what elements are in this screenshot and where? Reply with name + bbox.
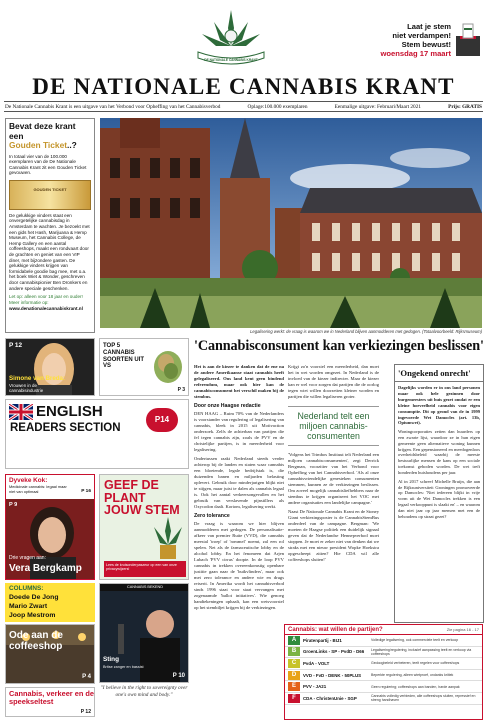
party-table-title: Cannabis: wat willen de partijen?: [288, 626, 383, 633]
columns-author-3: Joop Mestrom: [9, 612, 56, 619]
publisher-line: De Nationale Cannabis Krant is een uitgave van het Verbond voor Opheffing van het Cannabisverbod: [5, 104, 221, 110]
party-grade-badge: F: [288, 694, 300, 703]
ode-title: Ode aan de coffeeshop: [9, 630, 63, 652]
cannabis-bud-icon: [148, 345, 188, 385]
promo-top5[interactable]: [99, 338, 189, 396]
party-table-header: [285, 625, 482, 635]
party-position: Geen regulering; coffeeshops aan banden, harde aanpak: [371, 684, 460, 689]
article-para: Krijgt zo'n voorstel een meerderheid, dan moet het in wet worden omgezet. In Nederland is de invloed van de kiezer indirecter. Maar de kiezer kan er wel voor zorgen dat partijen die de oorlog tegen wiet willen doorzetten kleiner worden en partijen die willen legaliseren groter.: [288, 364, 379, 399]
article-para: 'Volgens het Trimbos Instituut telt Nederland een miljoen cannabisconsumenten', zegt Derrick Bergman, voorzitter van het Verbond voor Opheffing van het Cannabisverbod. 'Als al onze cannabisvriendelijke genesteken consumenten stemmen, kunnen ze de verkiezingen beslissen. Om zoveel mogelijk cannabisliefhebbers naar de stembus te krijgen organiseert het VOC met andere organisaties een landelijke campagne.': [288, 452, 379, 505]
heading-gold: Gouden Ticket: [9, 140, 68, 150]
newspaper-title: DE NATIONALE CANNABIS KRANT: [32, 74, 455, 99]
party-row: [285, 658, 482, 670]
issue-date: Eenmalige uitgave: Februari/Maart 2021: [334, 104, 421, 110]
side-box-para: Woningcorporaties zetten dan huurders op een zwarte lijst, waardoor ze in hun eigen gemeente geen alternatieve woning kunnen krijgen. Een gepensioneerd en meedogenloos overheidsbeleid waarbij de meeste bestuurlijke mensen de kans op een sociale toekomst geboden worden. De wet treft honderden huishoudens per jaar.: [398, 428, 480, 476]
verkeer-page: P 12: [80, 709, 91, 715]
dyveke-sub: Medicinale cannabis: legaal maar niet van optimaal: [9, 484, 67, 494]
promo-line-1: Laat je stem: [407, 22, 451, 31]
ticket-label: GOUDEN TICKET: [33, 186, 67, 192]
promo-geef-stem[interactable]: [99, 474, 189, 580]
party-row: [285, 670, 482, 682]
party-table-pages: Zie pagina 16 - 17: [446, 627, 479, 632]
promo-sting[interactable]: [99, 583, 189, 683]
side-box-para: Al in 2017 schreef Michelle Bruijn, die aan de Rijksuniversiteit Groningen promoveerde op Damocles: 'Niet iedereen blijkt in vrije vorm uit de Wet Damocles trekken is een legaal verkooppunt is slaakt en' – en waarom dan niet jaar op jaar mensen met een de behoudens op straat gezet?: [398, 478, 480, 520]
party-grade-badge: C: [288, 659, 300, 668]
sting-sub: Britse zanger en bassist: [103, 665, 144, 669]
masthead-logo: [188, 6, 274, 72]
golden-ticket-intro: In totaal vier van de 100.000 exemplaren van de De Nationale Cannabis Krant zit een Gouden Ticket gevouwen.: [9, 153, 87, 176]
golden-ticket-note: Let op: alleen voor 18 jaar en ouder! Meer informatie op:: [9, 294, 83, 305]
article-byline: Door onze Haagse redactie: [194, 403, 261, 409]
dyveke-title: Dyveke Kok:: [9, 477, 48, 484]
circulation: Oplage:100.000 exemplaren: [247, 104, 308, 110]
sting-label: CANNABIS BEKEND: [100, 584, 189, 591]
party-grade-badge: D: [288, 671, 300, 680]
side-box-lead: Dagelijks worden er in ons land personen maar ook hele gezinnen door burgemeesters uit huis gezet omdat er een kleine hoeveelheid cannabis voor eigen consumptie. Dit op grond van de in 1999 ingevoerde Wet Damocles (art. 13b, Opiumwet).: [398, 385, 480, 426]
party-position: Legalisering/regulering, inclusief aanpassing teelt en verkoop via coffeeshops: [371, 647, 472, 656]
heading-part-b: ..?: [67, 140, 77, 150]
party-row: [285, 647, 482, 659]
party-positions-table: [284, 624, 483, 720]
columns-title: COLUMNS:: [9, 585, 44, 592]
party-row: [285, 635, 482, 647]
party-names: Piratenpartij - BIJ1: [303, 637, 342, 643]
article-para: DEN HAAG – Ruim 70% van de Nederlanders is voorstander van regulering of legalisering van cannabis, bleek in 2015 uit Motivaction onderzoek. Zelfs de achterban van partijen die fel tegen cannabis zijn, zoals de PVV en de christelijke partijen, is in meerderheid voor legalisering.: [194, 411, 284, 452]
uk-flag-icon: [9, 404, 33, 420]
party-names: PVV - JA21: [303, 684, 327, 690]
ballot-box-icon: [454, 22, 482, 58]
golden-ticket-image: [9, 180, 91, 210]
golden-ticket-url[interactable]: www.denationalecannabiskrant.nl: [9, 306, 83, 312]
side-box-heading: 'Ongekend onrecht': [395, 365, 483, 382]
promo-dyveke[interactable]: [5, 474, 95, 580]
simone-name: Simone van Breda:: [9, 375, 66, 382]
article-para: Ondertussen raakt Nederland steeds verder achterop bij de landen en staten waar cannabis een bloeiende, legale bedrijfstak is, die duizenden banen en miljarden belasting oplevert. Gebruik door minderjarigen blijkt niet te stijgen, maar juist te dalen als cannabis legaal is. Ook het aantal verkeersongevallen en het gebruik van verslavende pijnstillers als Oxycodon daalt. Kortom, legalisering werkt.: [194, 455, 284, 509]
dyveke-page: P 16: [81, 489, 91, 494]
party-row: [285, 693, 482, 705]
party-names: GroenLinks - SP - PvdD - D66: [303, 649, 365, 655]
english-line-2: READERS SECTION: [10, 422, 121, 434]
vera-name: Vera Bergkamp: [9, 563, 82, 574]
article-column-2: [288, 364, 379, 622]
article-headline: 'Cannabisconsument kan verkiezingen beslissen': [194, 338, 484, 354]
promo-line-3: Stem bewust!: [401, 40, 451, 49]
article-lead: Het is aan de kiezer te danken dat de ene na de andere Amerikaanse staat cannabis heeft gelegaliseerd. Ons land kent geen bindend referendum, maar ook hier kan de cannabisconsument het verschil maken bij de stembus.: [194, 364, 284, 399]
promo-line-2: niet verdampen!: [392, 31, 451, 40]
columns-author-1: Doede De Jong: [9, 594, 59, 601]
promo-columns[interactable]: [5, 583, 95, 622]
party-names: CDA - ChristenUnie - SGP: [303, 695, 357, 701]
party-rows: [285, 635, 482, 705]
promo-cannabis-verkeer[interactable]: [5, 687, 95, 717]
top5-page: P 3: [177, 387, 185, 393]
article-para: De vraag is waarom we hier blijven aanmodderen met gedogen. De personalisatie-afkeer van premier Rutte (VVD), die cannabis meestal 'troep' of 'rommel' noemt, zal een rol spelen. Net als de farmaceutische lobby en de alcohol lobby. En het fenomeen dat Arjen Lubach 'PVV cirrus' doopte. In de loop PVV cannabis in trekken overeenkomstig openbare justitie gaan naar de 'buikvlinders', maar ook met zero tolerance en andere wie en drugs reiserit. In Amerika wordt het cannabisverbod sinds 1996 staat voor staat vervangen met zogenaamde 'ballot initiatives'. Wie genoeg handtekeningen ophaalt, kan een wetsvoorstel op het stembiljet krijgen bij de verkiezingen.: [194, 520, 284, 610]
party-position: Gedoogbeleid verbeteren, teelt regelen voor coffeeshops: [371, 661, 460, 666]
promo-date: woensdag 17 maart: [380, 49, 451, 58]
party-names: PvdA - VOLT: [303, 660, 330, 666]
golden-ticket-heading: [9, 122, 91, 151]
hero-caption: Legalisering werkt: de vraag is waarom we in Nederland blijven aanmodderen met gedogen. (Totaalvoorbeeld: Rijksmuseum): [250, 329, 482, 334]
heading-part-a: Bevat deze krant een: [9, 121, 76, 141]
article-para: Naast De Nationale Cannabis Krant en de Stoney Giant verkiezingsposter is de CannabisStemBus onderdeel van de campagne. Bergman: 'We moeten de Haagse politiek een duidelijk signaal geven dat de Nederlandse Hennepverbod moet stoppen. Je moet er zeker niet van denken dat we straks met een nieuw president Wopke Hoekstra opgescheept zitten? Hie CDA wil alle coffeeshops sluiten!': [288, 508, 379, 562]
vera-sub: Drie vragen aan:: [9, 555, 46, 561]
top5-title: TOP 5 CANNABIS SOORTEN UIT VS: [103, 343, 145, 370]
party-row: [285, 681, 482, 693]
verkeer-title: Cannabis, verkeer en de speekseltest: [9, 689, 95, 706]
party-grade-badge: B: [288, 647, 300, 656]
golden-ticket-body: De gelukkige vinders staat een onvergetelijke cannabisdag in Amsterdam te wachten. Je bezoekt met een gids het Hash, Marijuana & Hemp Museum, het Cannabis College, de Hemp Gallery en een aantal coffeeshops, maakt een rondvaart door de grachten en geniet van een VIP diner, met bijzondere gasten. De gelukkige vinders krijgen van formidabele goodie bag mee, met o.a. het boek Wiet & Wonder, geschreven door cannabispionier Ben Dronkers en andere speciale geschenken.: [9, 212, 90, 291]
article-subhead: Zero tolerance: [194, 512, 230, 519]
sting-page: P 10: [172, 673, 185, 679]
sting-quote: "I believe in the right to sovereignty over one's own mind and body.": [100, 685, 188, 698]
election-promo: [370, 22, 482, 66]
price: Prijs: GRATIS: [448, 104, 482, 110]
hero-photo: [100, 118, 482, 328]
side-box-onrecht: [394, 364, 484, 623]
columns-author-2: Mario Zwart: [9, 603, 48, 610]
party-grade-badge: A: [288, 636, 300, 645]
sting-name: Sting: [103, 656, 119, 663]
promo-simone[interactable]: [5, 338, 95, 396]
ode-page: P 4: [82, 674, 91, 680]
promo-english[interactable]: [5, 399, 189, 469]
geef-badge: Lees de kruisonderpaszeur op een van onze privacywijzers!: [104, 561, 186, 577]
geef-title: GEEF DE PLANT JOUW STEM: [104, 478, 180, 517]
info-bar: [4, 101, 483, 112]
article-column-1: [194, 364, 284, 720]
simone-sub: Vrouwen in de cannabisindustrie: [9, 383, 44, 393]
party-position: Cannabis volledig verbieden, alle coffeeshops sluiten, repressief en streng handhaven: [371, 694, 476, 703]
simone-page: P 12: [9, 342, 23, 349]
vera-page: P 9: [9, 502, 18, 508]
english-line-1: ENGLISH: [36, 403, 103, 420]
promo-ode-coffeeshop[interactable]: [5, 624, 95, 684]
party-position: Beperkte regulering, alleen wietproef, ondanks kritiek: [371, 672, 454, 677]
logo-ribbon-text: DE NATIONALE CANNABIS KRANT: [204, 58, 258, 62]
english-page: P14: [146, 408, 178, 432]
party-grade-badge: E: [288, 682, 300, 691]
golden-ticket-box: [5, 118, 95, 333]
stoney-giant-icon: [150, 515, 186, 561]
party-position: Volledige legalisering, ook commerciele teelt en verkoop: [371, 638, 459, 643]
pull-quote: Nederland telt een miljoen cannabis-consumenten: [288, 406, 379, 446]
party-names: VVD - FvD - DENK - 50PLUS: [303, 672, 362, 678]
